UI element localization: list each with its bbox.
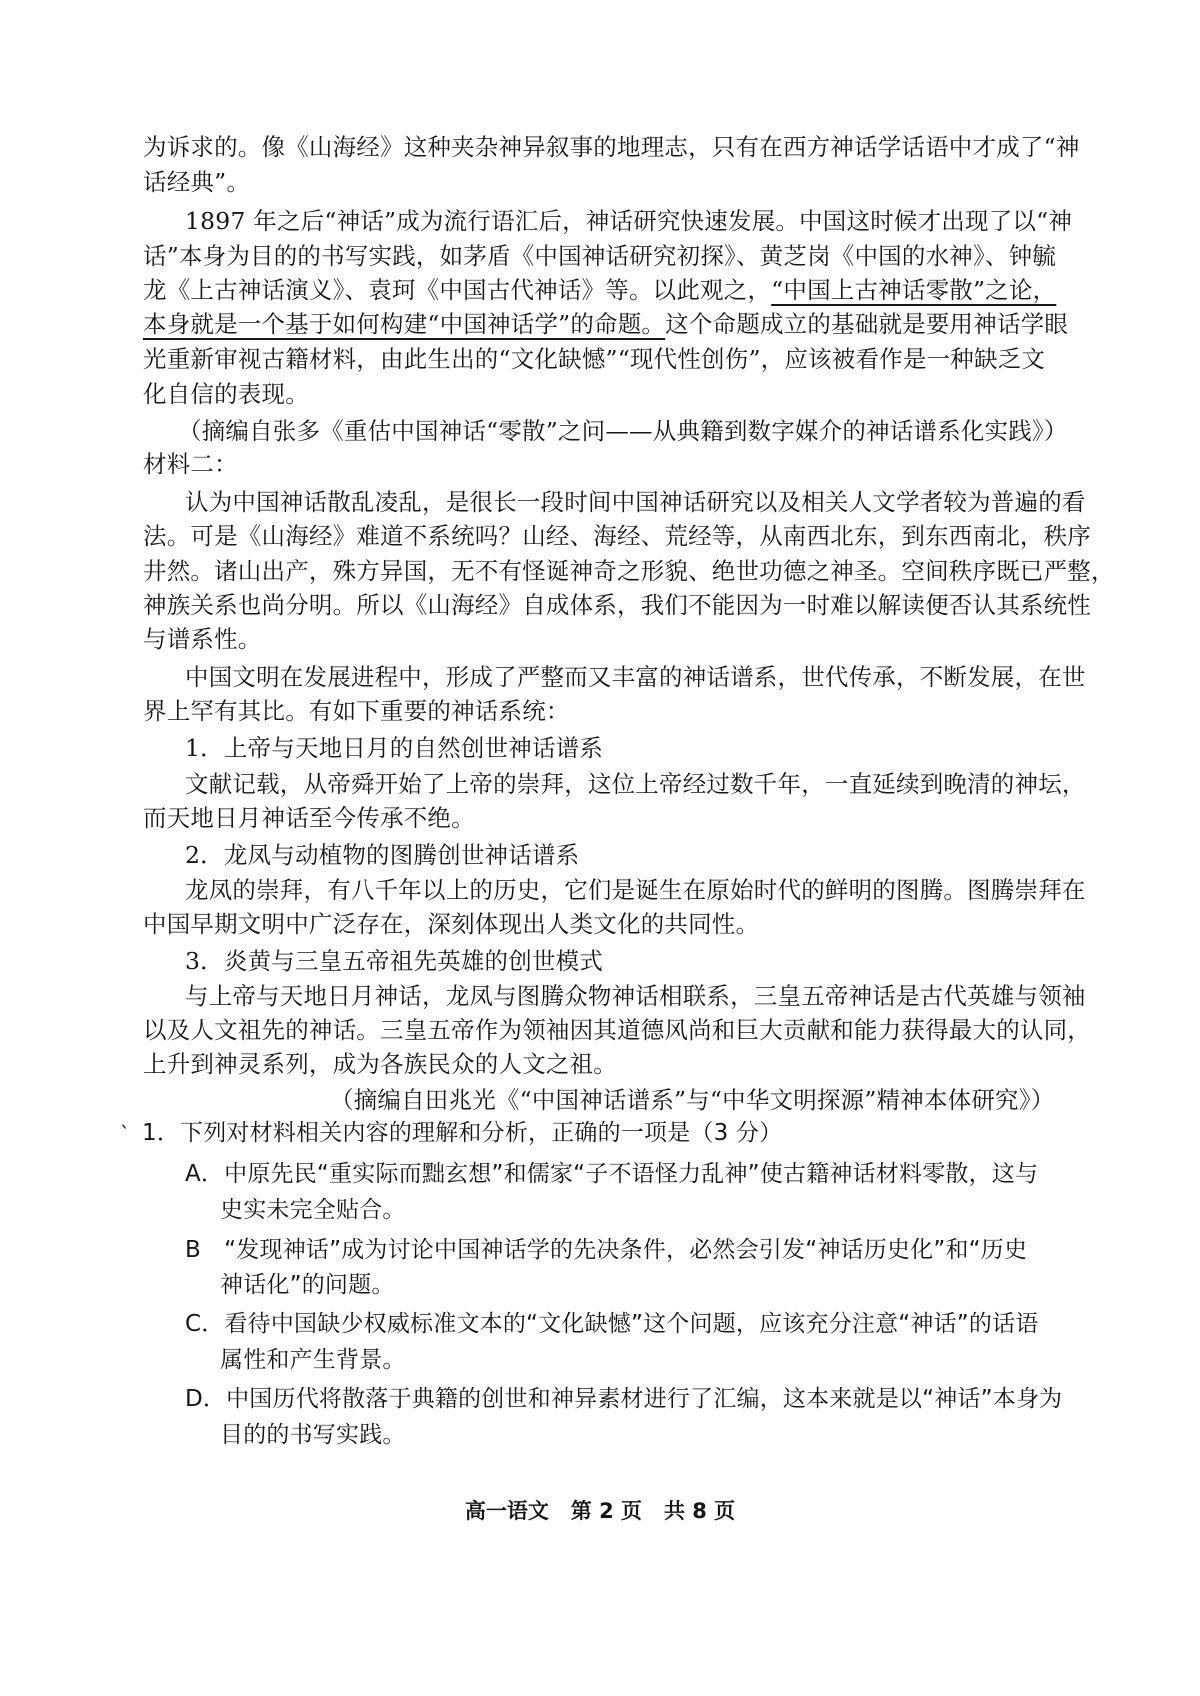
subsection-title: 3．炎黄与三皇五帝祖先英雄的创世模式 [185,947,604,975]
option-b-line: 神话化”的问题。 [220,1272,395,1298]
option-a-line: A．中原先民“重实际而黜玄想”和儒家“子不语怪力乱神”使古籍神话材料零散，这与 [185,1161,1039,1187]
underlined-text: “中国上古神话零散”之论， [771,276,1057,304]
paragraph-line: 1897 年之后“神话”成为流行语汇后，神话研究快速发展。中国这时候才出现了以“神 [185,207,1073,235]
source-citation: （摘编自张多《重估中国神话“零散”之问——从典籍到数字媒介的神话谱系化实践》） [178,417,1068,445]
question-stem: 1．下列对材料相关内容的理解和分析，正确的一项是（3 分） [142,1120,783,1146]
paragraph-line: 文献记载，从帝舜开始了上帝的崇拜，这位上帝经过数千年，一直延续到晚清的神坛， [185,770,1086,798]
option-a-line: 史实未完全贴合。 [220,1197,406,1223]
paragraph-line: 井然。诸山出产，殊方异国，无不有怪诞神奇之形貌、绝世功德之神圣。空间秩序既已严整， [143,557,1115,585]
paragraph-line: 而天地日月神话至今传承不绝。 [143,804,475,832]
paragraph-line: 以及人文祖先的神话。三皇五帝作为领袖因其道德风尚和巨大贡献和能力获得最大的认同， [143,1016,1091,1044]
paragraph-line: 化自信的表现。 [143,380,309,408]
paragraph-line: 话经典”。 [143,168,251,196]
paragraph-line: 与谱系性。 [143,625,262,653]
footer-page-number: 第 2 页 [570,1499,642,1523]
paragraph-line [143,307,1068,341]
source-citation: （摘编自田兆光《“中国神话谱系”与“中华文明探源”精神本体研究》） [330,1086,1055,1114]
footer-total-pages: 共 8 页 [663,1499,736,1523]
subsection-title: 2．龙凤与动植物的图腾创世神话谱系 [185,841,580,869]
subsection-title: 1．上帝与天地日月的自然创世神话谱系 [185,734,604,762]
paragraph-line: 认为中国神话散乱凌乱，是很长一段时间中国神话研究以及相关人文学者较为普遍的看 [185,488,1086,516]
page-footer [0,1496,1200,1526]
paragraph-line: 与上帝与天地日月神话，龙凤与图腾众物神话相联系，三皇五帝神话是古代英雄与领袖 [185,982,1086,1010]
paragraph-line: 龙凤的崇拜，有八千年以上的历史，它们是诞生在原始时代的鲜明的图腾。图腾崇拜在 [185,876,1086,904]
underlined-text: 本身就是一个基于如何构建“中国神话学”的命题。 [143,310,666,338]
paragraph-line: 界上罕有其比。有如下重要的神话系统： [143,697,570,725]
pen-mark: ˋ [120,1122,130,1146]
text-segment: 龙《上古神话演义》、袁珂《中国古代神话》等。以此观之， [143,276,772,304]
paragraph-line: 光重新审视古籍材料，由此生出的“文化缺憾”“现代性创伤”，应该被看作是一种缺乏文 [143,345,1046,373]
paragraph-line: 话”本身为目的的书写实践，如茅盾《中国神话研究初探》、黄芝岗《中国的水神》、钟毓 [143,242,1057,270]
paragraph-line: 神族关系也尚分明。所以《山海经》自成体系，我们不能因为一时难以解读便否认其系统性 [143,591,1091,619]
paragraph-line: 中国早期文明中广泛存在，深刻体现出人类文化的共同性。 [143,910,760,938]
paragraph-line [143,273,1056,307]
option-c-line: C．看待中国缺少权威标准文本的“文化缺憾”这个问题，应该充分注意“神话”的话语 [185,1311,1039,1337]
option-d-line: 目的的书写实践。 [220,1422,406,1448]
paragraph-line: 中国文明在发展进程中，形成了严整而又丰富的神话谱系，世代传承，不断发展，在世 [185,663,1086,691]
paragraph-line: 法。可是《山海经》难道不系统吗？山经、海经、荒经等，从南西北东，到东西南北，秩序 [143,522,1091,550]
paragraph-line: 为诉求的。像《山海经》这种夹杂神异叙事的地理志，只有在西方神话学话语中才成了“神 [143,133,1080,161]
option-d-line: D．中国历代将散落于典籍的创世和神异素材进行了汇编，这本来就是以“神话”本身为 [185,1386,1063,1412]
paragraph-line: 上升到神灵系列，成为各族民众的人文之祖。 [143,1050,617,1078]
section-heading: 材料二： [143,450,238,478]
option-b-line: B “发现神话”成为讨论中国神话学的先决条件，必然会引发“神话历史化”和“历史 [185,1237,1028,1263]
footer-subject: 高一语文 [464,1499,549,1523]
text-segment: 这个命题成立的基础就是要用神话学眼 [665,310,1069,338]
option-c-line: 属性和产生背景。 [220,1347,406,1373]
